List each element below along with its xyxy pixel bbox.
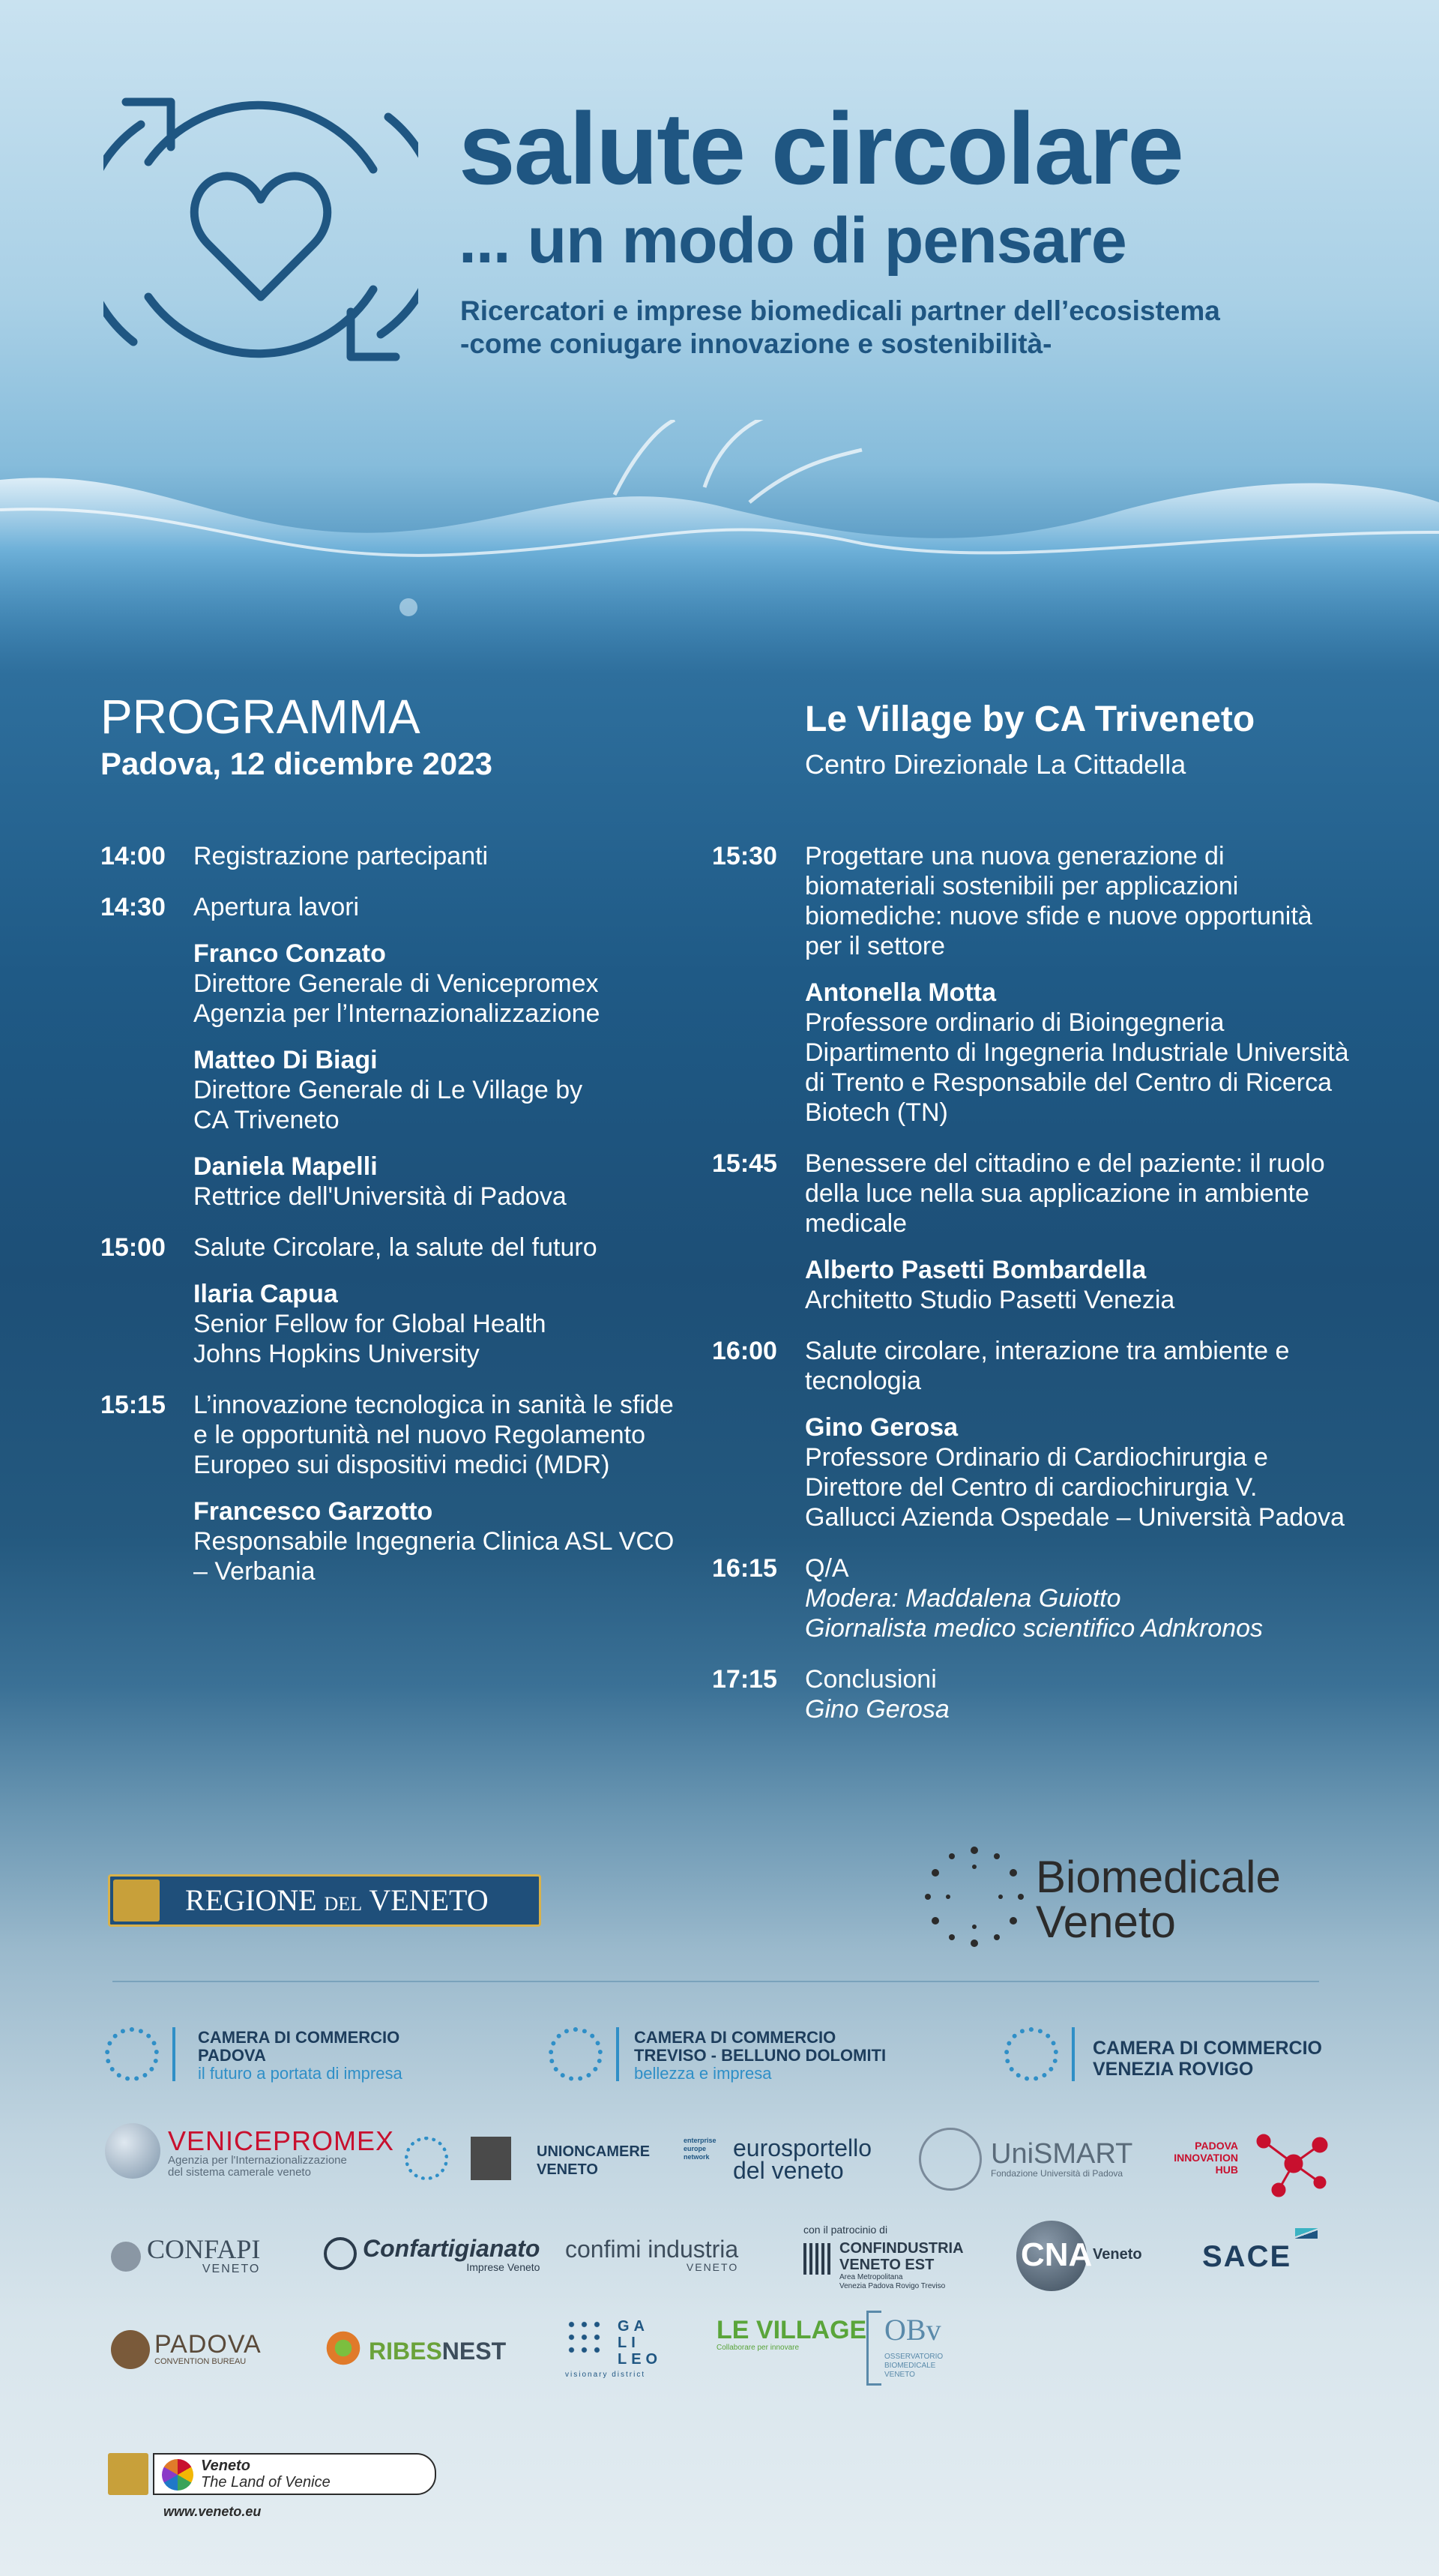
speaker [100,939,693,1029]
venue-subtitle: Centro Direzionale La Cittadella [805,749,1186,780]
speaker [100,1045,693,1135]
schedule-time: 15:15 [100,1391,166,1419]
circular-heart-logo-icon [103,72,418,387]
sace-mark-icon [1295,2228,1318,2239]
programme-title: PROGRAMMA [100,690,420,744]
confartigianato-text: Confartigianato [363,2235,540,2262]
schedule-note: Giornalista medico scientifico Adnkronos [805,1614,1264,1643]
title-line-1: salute circolare [459,91,1183,205]
schedule-text: Registrazione partecipanti [193,842,489,870]
confimi-text: confimi industria [565,2236,739,2263]
cc-line2: TREVISO - BELLUNO DOLOMITI [634,2046,887,2065]
cna-sub: Veneto [1093,2246,1142,2263]
speaker-name: Ilaria Capua [193,1280,338,1308]
een-logo-icon [684,2137,725,2179]
hub-line1: PADOVA [1195,2140,1238,2152]
schedule-item [100,841,693,871]
ribes-text: RIBES [369,2338,442,2365]
subtitle-line-1: Ricercatori e imprese biomedicali partner dell’ecosistema [460,295,1220,326]
sace-text: SACE [1202,2240,1292,2273]
schedule-time: 14:30 [100,893,166,921]
speaker-name: Francesco Garzotto [193,1497,433,1526]
schedule-left-column [100,841,693,1607]
galileo-text: GA [618,2318,649,2335]
schedule-text: Benessere del cittadino e del paziente: il ruolo della luce nella sua applicazione in ambiente medicale [805,1149,1325,1238]
cc-line1: CAMERA DI COMMERCIO [1093,2038,1323,2059]
galileo-dots-icon [565,2318,604,2357]
confartigianato-symbol-icon [324,2237,357,2270]
schedule-item [712,1149,1349,1239]
cc-tag: il futuro a portata di impresa [198,2064,402,2083]
unismart-text: UniSMART [991,2138,1133,2170]
speaker-name: Franco Conzato [193,939,386,968]
galileo-sub: visionary district [565,2371,646,2379]
schedule-item [712,1664,1349,1724]
del-text: DEL [324,1893,363,1915]
confartigianato-sub: Imprese Veneto [466,2261,540,2273]
le-village-text: LE VILLAGE [717,2316,867,2344]
confapi-sub: VENETO [202,2263,261,2275]
schedule-note: Modera: Maddalena Guiotto [805,1584,1121,1613]
confindustria-patronage: con il patrocinio di [803,2224,888,2236]
cc-line2: VENEZIA ROVIGO [1093,2059,1254,2080]
padova-cb-sub: CONVENTION BUREAU [154,2357,247,2366]
een-text: network [684,2153,710,2161]
subtitle-line-2: -come coniugare innovazione e sostenibilità- [460,328,1052,359]
obv-frame-icon [866,2311,881,2386]
schedule-item [100,892,693,922]
unioncamere-line1: UNIONCAMERE [537,2143,651,2160]
veneto-land-line2: The Land of Venice [201,2474,331,2491]
cc-line1: CAMERA DI COMMERCIO [634,2028,836,2047]
cc-line1: CAMERA DI COMMERCIO [198,2028,400,2047]
confimi-logo [565,2237,738,2273]
veneto-url: www.veneto.eu [163,2504,262,2519]
speaker-role: Direttore Generale di Venicepromex Agenzia per l’Internazionalizzazione [193,969,600,1028]
confimi-sub: VENETO [686,2261,739,2273]
veneto-text: VENETO [369,1883,489,1917]
cc-tag: bellezza e impresa [634,2064,772,2083]
confindustria-sub: Area Metropolitana [839,2273,903,2281]
confapi-symbol-icon [111,2242,141,2272]
speaker-name: Gino Gerosa [805,1413,959,1442]
speaker [712,1255,1349,1315]
schedule-text: Q/A [805,1554,849,1583]
speaker-name: Matteo Di Biagi [193,1046,378,1074]
divider [112,1981,1319,1982]
speaker-role: Responsabile Ingegneria Clinica ASL VCO – Verbania [193,1527,675,1586]
speaker-role: Senior Fellow for Global Health Johns Hopkins University [193,1310,546,1368]
biomedicale-dots-icon [922,1844,1027,1949]
confindustria-logo [803,2224,964,2290]
venicepromex-text: VENICEPROMEX [168,2125,395,2156]
schedule-item [712,1336,1349,1396]
venue-title: Le Village by CA Triveneto [805,699,1255,739]
speaker [712,1412,1349,1532]
speaker-role: Rettrice dell'Università di Padova [193,1182,567,1211]
een-text: enterprise [684,2137,717,2144]
title-line-2: ... un modo di pensare [459,205,1126,277]
obv-text: OBv [884,2313,941,2347]
speaker [100,1152,693,1212]
cc-line2: PADOVA [198,2046,266,2065]
speaker-role: Architetto Studio Pasetti Venezia [805,1286,1175,1314]
lion-icon [113,1880,160,1922]
padova-cb-text: PADOVA [154,2330,262,2359]
schedule-time: 15:30 [712,842,777,870]
speaker-role: Professore ordinario di Bioingegneria Dipartimento di Ingegneria Industriale Università di Trento e Responsabile del Centro di Ricerca Biotech (TN) [805,1008,1349,1127]
globe-icon [105,2123,160,2179]
le-village-logo [717,2317,866,2353]
galileo-text: LEO [618,2351,663,2368]
schedule-text: Salute circolare, interazione tra ambiente e tecnologia [805,1337,1290,1395]
star-flower-icon [162,2459,193,2491]
schedule-text: Salute Circolare, la salute del futuro [193,1233,597,1262]
schedule-time: 16:00 [712,1337,777,1365]
regione-text: REGIONE [185,1883,317,1917]
biomedicale-veneto-logo [1036,1852,1281,1947]
een-text: europe [684,2145,707,2152]
veneto-text: Veneto [1036,1897,1176,1947]
speaker-role: Direttore Generale di Le Village by CA Triveneto [193,1076,583,1134]
confindustria-symbol-icon [803,2243,832,2275]
hub-line3: HUB [1215,2164,1238,2176]
le-village-sub: Collaborare per innovare [717,2344,800,2352]
schedule-text: L’innovazione tecnologica in sanità le sfide e le opportunità nel nuovo Regolamento Europeo sui dispositivi medici (MDR) [193,1391,674,1479]
schedule-item [100,1390,693,1480]
veneto-land-line1: Veneto [201,2458,250,2474]
schedule-item [100,1233,693,1263]
seal-icon [471,2137,511,2180]
lion-icon [108,2453,148,2495]
schedule-item [712,841,1349,961]
speaker-name: Daniela Mapelli [193,1152,378,1181]
schedule-text: Apertura lavori [193,893,360,921]
unioncamere-line2: VENETO [537,2161,598,2178]
cc-symbol-icon [105,2027,159,2081]
unismart-tag: Fondazione Università di Padova [991,2168,1123,2179]
speaker-role: Professore Ordinario di Cardiochirurgia e Direttore del Centro di cardiochirurgia V. Gallucci Azienda Ospedale – Università Padova [805,1443,1345,1532]
confapi-text: CONFAPI [147,2234,261,2264]
schedule-note: Gino Gerosa [805,1695,950,1724]
schedule-time: 17:15 [712,1665,777,1694]
speaker [712,978,1349,1128]
network-icon [1249,2126,1331,2198]
speaker [100,1496,693,1586]
eurosportello-sub: del veneto [733,2157,844,2184]
cc-symbol-icon [549,2027,603,2081]
cna-text: CNA [1021,2236,1093,2273]
hub-line2: INNOVATION [1174,2152,1238,2164]
padova-symbol-icon [111,2330,150,2369]
confindustria-line2: VENETO EST [839,2257,935,2273]
venicepromex-tag: Agenzia per l'Internazionalizzazione [168,2154,347,2167]
galileo-text: LI [618,2335,640,2351]
eurosportello-text: eurosportello [733,2134,872,2161]
biomedicale-text: Biomedicale [1036,1852,1281,1902]
schedule-text: Conclusioni [805,1665,937,1694]
schedule-time: 15:00 [100,1233,166,1262]
schedule-time: 15:45 [712,1149,777,1178]
speaker-name: Alberto Pasetti Bombardella [805,1256,1147,1284]
confindustria-sub: Venezia Padova Rovigo Treviso [839,2282,946,2290]
schedule-time: 16:15 [712,1554,777,1583]
cc-symbol-icon [1004,2027,1058,2081]
confindustria-line1: CONFINDUSTRIA [839,2240,964,2257]
schedule-right-column [712,841,1349,1745]
obv-sub: OSSERVATORIO BIOMEDICALE VENETO [884,2353,944,2379]
ribesnest-symbol-icon [324,2329,363,2368]
speaker-name: Antonella Motta [805,978,996,1007]
programme-date: Padova, 12 dicembre 2023 [100,746,492,781]
venicepromex-tag: del sistema camerale veneto [168,2166,311,2179]
cc-symbol-icon [405,2137,448,2180]
water-splash-graphic [0,420,1439,660]
regione-veneto-logo [108,1874,541,1927]
schedule-text: Progettare una nuova generazione di biomateriali sostenibili per applicazioni biomediche: nuove sfide e nuove opportunità per il settore [805,842,1312,960]
nest-text: NEST [441,2338,507,2365]
schedule-item [712,1553,1349,1643]
speaker [100,1279,693,1369]
schedule-time: 14:00 [100,842,166,870]
university-seal-icon [919,2128,982,2191]
